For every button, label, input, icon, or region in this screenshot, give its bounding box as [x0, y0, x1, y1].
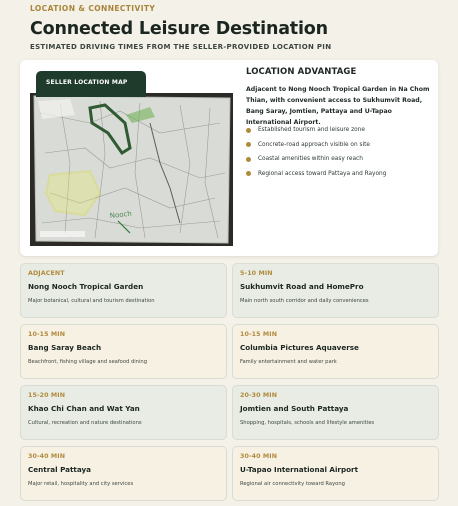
drive-time: 15-20 MIN — [28, 392, 66, 399]
bullet-dot-icon — [246, 142, 251, 147]
advantage-heading: LOCATION ADVANTAGE — [246, 67, 357, 77]
destination-card — [232, 385, 439, 440]
destination-note: Regional air connectivity toward Rayong — [240, 481, 345, 487]
map-tag-label: SELLER LOCATION MAP — [36, 71, 146, 97]
destination-card — [20, 446, 227, 501]
destination-card — [232, 324, 439, 379]
drive-time: ADJACENT — [28, 270, 65, 277]
page-title: Connected Leisure Destination — [30, 19, 328, 39]
drive-time: 30-40 MIN — [240, 453, 278, 460]
advantage-bullet-list — [246, 123, 436, 181]
destination-name: U-Tapao International Airport — [240, 465, 359, 474]
destination-note: Cultural, recreation and nature destinations — [28, 420, 142, 426]
destination-card — [232, 446, 439, 501]
destination-card — [20, 324, 227, 379]
advantage-bullet — [246, 152, 436, 167]
section-eyebrow: LOCATION & CONNECTIVITY — [30, 4, 156, 13]
advantage-description: Adjacent to Nong Nooch Tropical Garden in Na Chom Thian, with convenient access to Sukhumvit Road, Bang Saray, Jomtien, Pattaya and U-Tapao International Airport. — [246, 86, 430, 126]
destination-card — [232, 263, 439, 318]
advantage-bullet-text: Regional access toward Pattaya and Rayong — [258, 170, 387, 177]
destination-name: Sukhumvit Road and HomePro — [240, 282, 364, 291]
drive-time: 10-15 MIN — [240, 331, 278, 338]
advantage-bullet — [246, 123, 436, 138]
seller-location-map-image — [30, 93, 233, 246]
destination-name: Columbia Pictures Aquaverse — [240, 343, 359, 352]
destination-note: Major retail, hospitality and city services — [28, 481, 134, 487]
drive-time: 20-30 MIN — [240, 392, 278, 399]
destination-name: Nong Nooch Tropical Garden — [28, 282, 144, 291]
destination-name: Khao Chi Chan and Wat Yan — [28, 404, 140, 413]
destination-card — [20, 385, 227, 440]
advantage-bullet — [246, 138, 436, 153]
drive-time: 10-15 MIN — [28, 331, 66, 338]
destination-name: Bang Saray Beach — [28, 343, 102, 352]
bullet-dot-icon — [246, 171, 251, 176]
map-photo-illustration — [30, 93, 233, 246]
advantage-bullet-text: Coastal amenities within easy reach — [258, 156, 363, 163]
destination-note: Shopping, hospitals, schools and lifestyle amenities — [240, 420, 375, 426]
bullet-dot-icon — [246, 157, 251, 162]
svg-text:Nooch: Nooch — [109, 209, 133, 220]
destination-note: Major botanical, cultural and tourism destination — [28, 298, 155, 304]
drive-time: 30-40 MIN — [28, 453, 66, 460]
advantage-bullet — [246, 167, 436, 182]
bullet-dot-icon — [246, 128, 251, 133]
page-subtitle: ESTIMATED DRIVING TIMES FROM THE SELLER-PROVIDED LOCATION PIN — [30, 43, 332, 51]
destination-card — [20, 263, 227, 318]
advantage-bullet-text: Concrete-road approach visible on site — [258, 141, 370, 148]
destination-note: Main north south corridor and daily conveniences — [240, 298, 369, 304]
destination-note: Beachfront, fishing village and seafood dining — [28, 359, 147, 365]
destination-note: Family entertainment and water park — [240, 359, 337, 365]
drive-time: 5-10 MIN — [240, 270, 273, 277]
destination-name: Jomtien and South Pattaya — [240, 404, 349, 413]
advantage-bullet-text: Established tourism and leisure zone — [258, 127, 365, 134]
destination-name: Central Pattaya — [28, 465, 92, 474]
